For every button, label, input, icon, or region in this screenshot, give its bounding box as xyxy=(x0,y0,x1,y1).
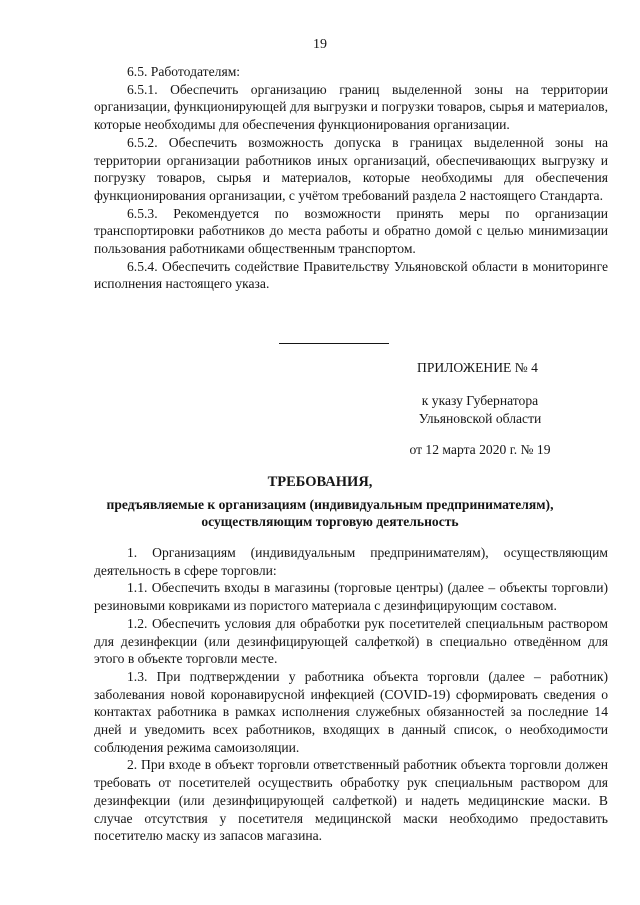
section-6-5 xyxy=(94,63,608,293)
document-subtitle-line-2: осуществляющим торговую деятельность xyxy=(201,514,459,529)
paragraph-1-1: 1.1. Обеспечить входы в магазины (торговые центры) (далее – объекты торговли) резиновыми ковриками из пористого материала с дезинфицирующим составом. xyxy=(94,580,608,614)
document-subtitle-line-1: предъявляемые к организациям (индивидуальным предпринимателям), xyxy=(106,497,554,512)
document-title: ТРЕБОВАНИЯ, xyxy=(267,474,373,490)
paragraph-1-3: 1.3. При подтверждении у работника объекта торговли (далее – работник) заболевания новой коронавирусной инфекцией (COVID-19) сформировать сведения о контактах работника в рамках исполнения служебных обязанностей за последние 14 дней и уведомить всех работников, входящих в данный список, о необходимости соблюдения режима самоизоляции. xyxy=(94,668,608,755)
paragraph-6-5-1: 6.5.1. Обеспечить организацию границ выделенной зоны на территории организации, функционирующей для выгрузки и погрузки товаров, сырья и материалов, которые необходимы для обеспечения функционирования организации. xyxy=(94,81,608,133)
paragraph-2: 2. При входе в объект торговли ответственный работник объекта торговли должен требовать от посетителей осуществить обработку рук специальным раствором для дезинфекции (или дезинфицирующей салфеткой) и надеть медицинские маски. В случае отсутствия у посетителя медицинской маски необходимо предоставить посетителю маску из запасов магазина. xyxy=(94,757,608,844)
section-divider xyxy=(279,343,389,344)
paragraph-6-5-4: 6.5.4. Обеспечить содействие Правительству Ульяновской области в мониторинге исполнения настоящего указа. xyxy=(94,258,608,292)
paragraph-1: 1. Организациям (индивидуальным предпринимателям), осуществляющим деятельность в сфере торговли: xyxy=(94,545,608,578)
page-number: 19 xyxy=(313,37,327,52)
paragraph-1-2: 1.2. Обеспечить условия для обработки рук посетителей специальным раствором для дезинфекции (или дезинфицирующей салфеткой) в специально отведённом для этого в объекте торговли месте. xyxy=(94,615,608,667)
appendix-region: Ульяновской области xyxy=(418,411,542,426)
appendix-title: ПРИЛОЖЕНИЕ № 4 xyxy=(417,360,538,375)
paragraph-6-5-3: 6.5.3. Рекомендуется по возможности принять меры по организации транспортировки работников до места работы и обратно домой с целью минимизации пользования работниками общественным транспортом. xyxy=(94,205,608,257)
paragraph-6-5-2: 6.5.2. Обеспечить возможность допуска в границах выделенной зоны на территории организации работников иных организаций, обеспечивающих выгрузку и погрузку товаров, сырья и материалов, которые необходимы для обеспечения функционирования организации, с учётом требований раздела 2 настоящего Стандарта. xyxy=(94,134,608,203)
paragraph-6-5: 6.5. Работодателям: xyxy=(127,64,241,79)
appendix-date: от 12 марта 2020 г. № 19 xyxy=(409,442,551,457)
requirements-body xyxy=(94,544,608,845)
appendix-decree: к указу Губернатора xyxy=(421,393,539,408)
